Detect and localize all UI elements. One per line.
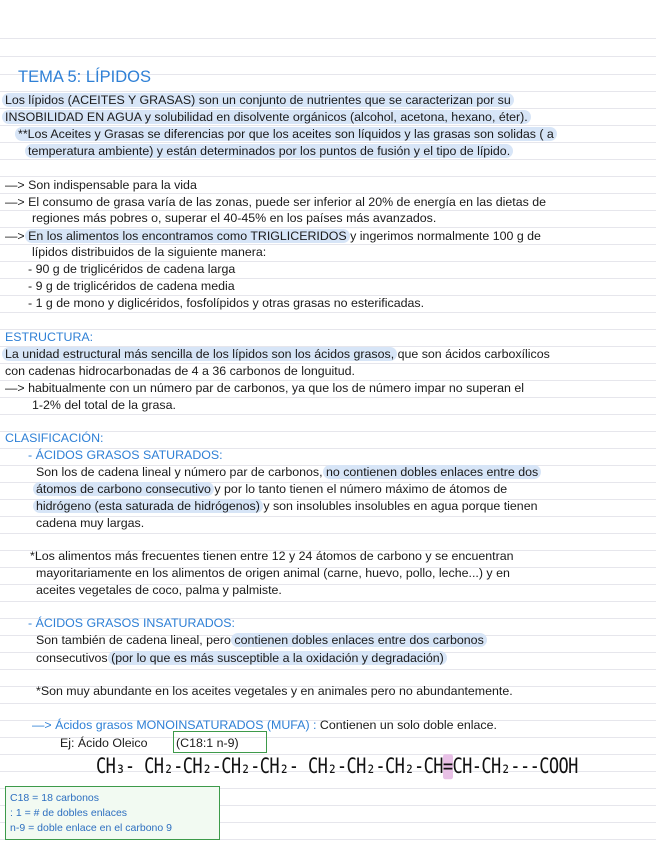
estructura-line-4: 1-2% del total de la grasa. <box>32 398 176 412</box>
saturados-line-1-text: Son los de cadena lineal y número par de carbonos, <box>36 465 323 479</box>
distribution-item-1: - 90 g de triglicéridos de cadena larga <box>28 262 236 276</box>
legend-line-1: C18 = 18 carbonos <box>10 792 100 804</box>
distribution-item-2: - 9 g de triglicéridos de cadena media <box>28 279 235 293</box>
formula-part-a: CH₃- CH₂-CH₂-CH₂-CH₂- CH₂-CH₂-CH₂-CH <box>96 754 443 780</box>
saturados-note-line-3: aceites vegetales de coco, palma y palmiste. <box>36 583 282 597</box>
intro-line-2-text: INSOBILIDAD EN AGUA y solubilidad en disolvente orgánicos (alcohol, acetona, hexano, éter). <box>2 110 531 124</box>
point-2-line-1: —> El consumo de grasa varía de las zonas, puede ser inferior al 20% de energía en las dietas de <box>5 195 547 209</box>
saturados-note-line-2: mayoritariamente en los alimentos de origen animal (carne, huevo, pollo, leche...) y en <box>36 566 510 580</box>
saturados-line-2-rest: y por lo tanto tienen el número máximo de átomos de <box>210 482 508 496</box>
intro-note-line-1 <box>18 126 554 142</box>
mufa-title: —> Ácidos grasos MONOINSATURADOS (MUFA) : <box>32 718 317 732</box>
intro-line-1-text: Los lípidos (ACEITES Y GRASAS) son un conjunto de nutrientes que se caracterizan por su <box>2 93 514 107</box>
estructura-line-1 <box>5 346 550 362</box>
intro-note-line-1-text: **Los Aceites y Grasas se diferencias por que los aceites son líquidos y las grasas son solidas ( a <box>15 127 557 141</box>
saturados-heading: - ÁCIDOS GRASOS SATURADOS: <box>28 448 223 462</box>
insaturados-line-1-highlight: contienen dobles enlaces entre dos carbonos <box>231 633 486 647</box>
saturados-line-4: cadena muy largas. <box>36 516 145 530</box>
point-3-highlight: En los alimentos los encontramos como TRIGLICERIDOS <box>25 229 350 243</box>
estructura-highlight: La unidad estructural más sencilla de los lípidos son los ácidos grasos, <box>2 347 397 361</box>
intro-note-line-2-text: temperatura ambiente) y están determinados por los puntos de fusión y el tipo de lípido. <box>25 144 513 158</box>
saturados-line-2-highlight: átomos de carbono consecutivo <box>33 482 214 496</box>
point-3-rest: y ingerimos normalmente 100 g de <box>350 229 541 243</box>
notation-legend-box <box>5 786 220 840</box>
intro-note-line-2 <box>28 143 510 159</box>
estructura-heading: ESTRUCTURA: <box>5 330 94 344</box>
saturados-line-3 <box>36 498 538 514</box>
saturados-line-3-rest: y son insolubles insolubles en agua porque tienen <box>259 499 538 513</box>
saturados-line-1-highlight: no contienen dobles enlaces entre dos <box>323 465 541 479</box>
oleic-acid-formula <box>96 753 578 781</box>
mufa-description: Contienen un solo doble enlace. <box>316 718 497 732</box>
point-3-line-1 <box>5 228 541 244</box>
example-label: Ej: Ácido Oleico <box>60 736 148 750</box>
legend-line-2: : 1 = # de dobles enlaces <box>10 807 128 819</box>
clasificacion-heading: CLASIFICACIÓN: <box>5 431 104 445</box>
point-2-line-2: regiones más pobres o, superar el 40-45% en los países más avanzados. <box>32 211 437 225</box>
double-bond-mark: = <box>442 754 453 780</box>
intro-line-2 <box>5 109 528 125</box>
point-1: —> Son indispensable para la vida <box>5 178 197 192</box>
estructura-line-2: con cadenas hidrocarbonadas de 4 a 36 carbonos de longuitud. <box>5 364 355 378</box>
intro-line-1 <box>5 92 511 108</box>
insaturados-note: *Son muy abundante en los aceites vegetales y en animales pero no abundantemente. <box>36 684 513 698</box>
point-3-line-2: lípidos distribuidos de la siguiente manera: <box>32 245 267 259</box>
saturados-line-3-highlight: hidrógeno (esta saturada de hidrógenos) <box>33 499 263 513</box>
insaturados-line-2 <box>36 650 444 666</box>
insaturados-line-1-text: Son también de cadena lineal, pero <box>36 633 231 647</box>
estructura-line-1-rest: que son ácidos carboxílicos <box>394 347 550 361</box>
estructura-line-3: —> habitualmente con un número par de carbonos, ya que los de número impar no superan el <box>5 381 525 395</box>
legend-line-3: n-9 = doble enlace en el carbono 9 <box>10 822 172 834</box>
distribution-item-3: - 1 g de mono y diglicéridos, fosfolípidos y otras grasas no esterificadas. <box>28 296 425 310</box>
page-title: TEMA 5: LÍPIDOS <box>18 68 151 86</box>
formula-part-b: CH-CH₂---COOH <box>452 754 578 780</box>
insaturados-line-2-highlight: (por lo que es más susceptible a la oxidación y degradación) <box>108 651 447 665</box>
point-3-arrow: —> <box>5 229 25 243</box>
insaturados-line-2-text: consecutivos <box>36 651 108 665</box>
saturados-line-2 <box>36 481 507 497</box>
example-code: (C18:1 n-9) <box>176 736 239 750</box>
insaturados-heading: - ÁCIDOS GRASOS INSATURADOS: <box>28 616 235 630</box>
saturados-note-line-1: *Los alimentos más frecuentes tienen entre 12 y 24 átomos de carbono y se encuentran <box>30 549 514 563</box>
saturados-line-1 <box>36 464 538 480</box>
insaturados-line-1 <box>36 632 484 648</box>
